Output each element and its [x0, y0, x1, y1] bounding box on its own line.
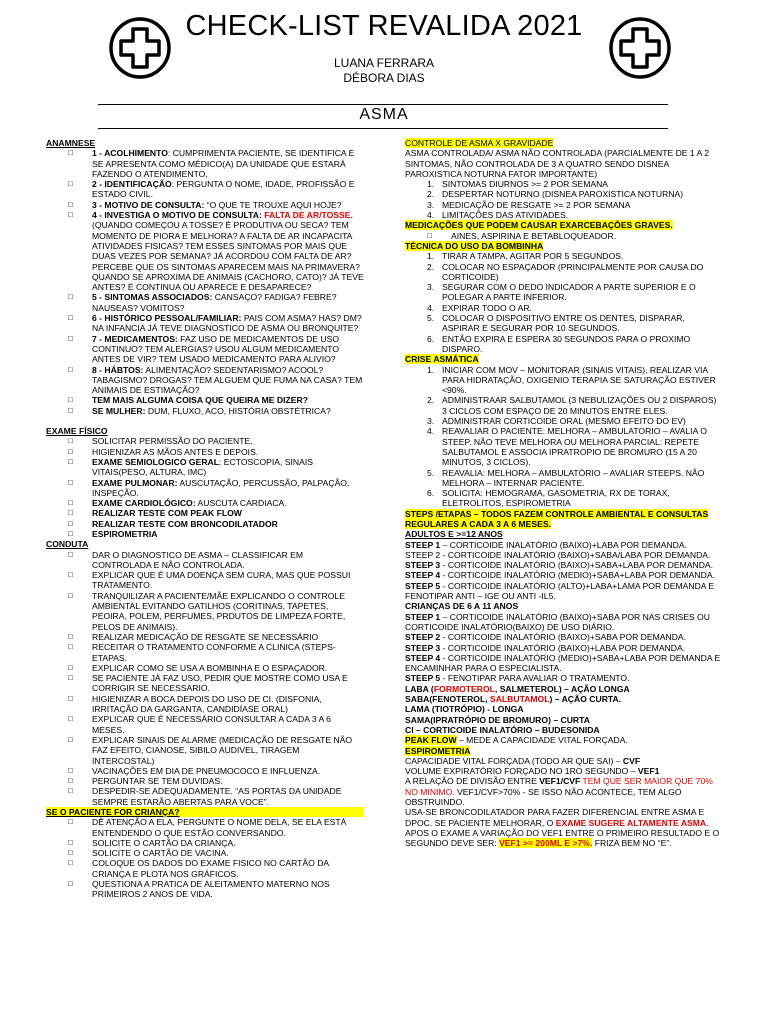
page-header: [0, 0, 768, 130]
checklist-item: □ TEM MAIS ALGUMA COISA QUE QUEIRA ME DIZER?: [46, 395, 364, 405]
checklist-item: □ TRANQUILIZAR A PACIENTE/MÃE EXPLICANDO O CONTROLE AMBIENTAL EVITANDO GATILHOS (CORITINAS, TAPETES, PEOIRA, POLEM, PERFUMES, PRDUTOS DE LIMPEZA FORTE, PELOS DE ANIMAIS).: [46, 591, 364, 632]
espirometria-line: USA-SE BRONCODILATADOR PARA FAZER DIFERENCIAL ENTRE ASMA E DPOC. SE PACIENTE MELHORAR, O EXAME SUGERE ALTAMENTE ASMA. APOS O EXAME A VARIAÇÃO DO VEF1 ENTRE O PRIMEIRO RESULTADO E O SEGUNDO DEVE SER: VEF1 >= 200ML E >7%. FRIZA BEM NO “E”.: [405, 807, 720, 849]
checklist-item: □ 6 - HISTÓRICO PESSOAL/FAMILIAR: PAIS COM ASMA? HAS? DM? NA INFANCIA JÁ TEVE DIAGNOSTICO DE ASMA OU BRONQUITE?: [46, 313, 364, 334]
checklist-item: □ SOLICITAR PERMISSÃO DO PACIENTE.: [46, 436, 364, 446]
steps-heading: STEPS /ETAPAS – TODOS FAZEM CONTROLE AMBIENTAL E CONSULTAS REGULARES A CADA 3 A 6 MESES.: [405, 508, 709, 529]
checklist-item: □ COLOQUE OS DADOS DO EXAME FISICO NO CARTÃO DA CRIANÇA E PLOTA NOS GRÁFICOS.: [46, 858, 364, 879]
conduta-heading: CONDUTA: [46, 539, 89, 550]
crianca-heading: SE O PACIENTE FOR CRIANÇA?: [46, 807, 364, 817]
checklist-item: □ 4 - INVESTIGA O MOTIVO DE CONSULTA: FALTA DE AR/TOSSE. (QUANDO COMEÇOU A TOSSE? É PRODUTIVA OU SECA? TEM MOMENTO DE PIORA E MELHORA? A FALTA DE AR INCAPACITA ATIVIDADES FISICAS? TEM ESSES SINTOMAS POR MAIS QUE DUAS VEZES POR SEMANA? JÁ ACORDOU COM FALTA DE AR? PERCEBE QUE OS SINTOMAS APARECEM MAIS NA PRIMAVERA? QUANDO SE APROXIMA DE ANIMAIS (CACHORO, CATO)? JÁ TEVE ANTES? É CONTINUA OU APARECE E DESAPARECE?: [46, 210, 364, 292]
tecnica-heading: TÉCNICA DO USO DA BOMBINHA: [405, 240, 544, 251]
step-line: STEEP 2 - CORTICOIDE INALATÓRIO (BAIXO)+SABA POR DEMANDA.: [405, 632, 687, 643]
espirometria-line: CAPACIDADE VITAL FORÇADA (TODO AR QUE SAI) – CVF: [405, 755, 641, 766]
anamnese-heading: ANAMNESE: [46, 138, 96, 148]
checklist-item: □ 3 - MOTIVO DE CONSULTA: “O QUE TE TROUXE AQUI HOJE?: [46, 200, 364, 210]
checklist-item: □ DÊ ATENÇÃO A ELA, PERGUNTE O NOME DELA, SE ELA ESTÁ ENTENDENDO O QUE ESTÃO CONVERSANDO.: [46, 817, 364, 838]
checklist-item: □ 8 - HÁBTOS: ALIMENTAÇÃO? SEDENTARISMO? ACOOL? TABAGISMO? DROGAS? TEM ALGUEM QUE FUMA NA CASA? TEM ANIMAIS DE ESTIMAÇÃO?: [46, 365, 364, 396]
checklist-item: □ VACINAÇÕES EM DIA DE PNEUMOCOCO E INFLUENZA.: [46, 766, 364, 776]
numbered-item: 5. REAVALIA: MELHORA – AMBULATÓRIO – AVALIAR STEEPS. NÃO MELHORA – INTERNAR PACIENTE.: [427, 467, 705, 488]
checklist-item: □ REALIZAR TESTE COM PEAK FLOW: [46, 508, 364, 518]
checklist-item: □ EXAME PULMONAR: AUSCUTAÇÃO, PERCUSSÃO, PALPAÇÃO, INSPEÇÃO.: [46, 478, 364, 499]
step-line: STEEP 3 - CORTICOIDE INALATÓRIO (BAIXO)+SABA+LABA POR DEMANDA.: [405, 560, 714, 571]
checklist-item: □ QUESTIONA A PRATICA DE ALEITAMENTO MATERNO NOS PRIMEIROS 2 ANOS DE VIDA.: [46, 879, 364, 900]
right-column: [405, 138, 723, 848]
crise-heading: CRISE ASMÁTICA: [405, 354, 479, 365]
document-title: CHECK-LIST REVALIDA 2021: [185, 10, 583, 42]
checklist-item: □ DESPEDIR-SE ADEQUADAMENTE. “AS PORTAS DA UNIDADE SEMPRE ESTARÃO ABERTAS PARA VOCE”.: [46, 786, 364, 807]
checklist-item: □ EXPLICAR COMO SE USA A BOMBINHA E O ESPAÇADOR.: [46, 663, 364, 673]
numbered-item: 6. SOLICITA: HEMOGRAMA, GASOMETRIA, RX DE TORAX, ELETROLITOS, ESPIROMETRIA: [427, 488, 670, 509]
checklist-item: □ HIGIENIZAR A BOCA DEPOIS DO USO DE CI. (DISFONIA, IRRITAÇÃO DA GARGANTA, CANDIDÍASE ORAL): [46, 694, 364, 715]
checklist-item: □ EXPLICAR SINAIS DE ALARME (MEDICAÇÃO DE RESGATE NÃO FAZ EFEITO, CIANOSE, SIBILO AUDIVEL, TIRAGEM INTERCOSTAL): [46, 735, 364, 766]
checklist-item: □ REALIZAR MEDICAÇÃO DE RESGATE SE NECESSÁRIO: [46, 632, 364, 642]
numbered-item: 3. MEDICAÇÃO DE RESGATE >= 2 POR SEMANA: [427, 199, 631, 210]
author-name: LUANA FERRARA: [333, 56, 435, 70]
checklist-item: □ REALIZAR TESTE COM BRONCODILATADOR: [46, 519, 364, 529]
checklist-item: □ EXPLICAR QUE É UMA DOENÇA SEM CURA, MAS QUE POSSUI TRATAMENTO.: [46, 570, 364, 591]
step-line: STEEP 4 - CORTICOIDE INALATÓRIO (MEDIO)+SABA+LABA POR DEMANDA.: [405, 570, 715, 581]
checklist-item: □ SOLICITE O CARTÃO DA CRIANÇA.: [46, 838, 364, 848]
checklist-item: □ 5 - SINTOMAS ASSOCIADOS: CANSAÇO? FADIGA? FEBRE? NAUSEAS? VOMITOS?: [46, 292, 364, 313]
drug-line: LABA (FORMOTEROL, SALMETEROL) – AÇÃO LONGA: [405, 683, 630, 694]
checklist-item: □ 1 - ACOLHIMENTO: CUMPRIMENTA PACIENTE, SE IDENTIFICA E SE APRESENTA COMO MÉDICO(A) DA UNIDADE QUE ESTARÁ FAZENDO O ATENDIMENTO.: [46, 148, 364, 179]
espirometria-line: VOLUME EXPIRATÓRIO FORÇADO NO 1RO SEGUNDO – VEF1: [405, 766, 660, 777]
checklist-item: □ AINES, ASPIRINA E BETABLOQUEADOR.: [405, 231, 723, 241]
checklist-item: □ EXPLICAR QUE É NECESSÁRIO CONSULTAR A CADA 3 A 6 MESES.: [46, 714, 364, 735]
checklist-item: □ EXAME SEMIOLOGICO GERAL: ECTOSCOPIA, SINAIS VITAIS(PESO, ALTURA, IMC): [46, 457, 364, 478]
checklist-item: □ SE MULHER: DUM, FLUXO, ACO, HISTÓRIA OBSTÉTRICA?: [46, 406, 364, 416]
checklist-item: □ DAR O DIAGNOSTICO DE ASMA – CLASSIFICAR EM CONTROLADA E NÃO CONTROLADA.: [46, 550, 364, 571]
checklist-item: □ PERGUNTAR SE TEM DUVIDAS.: [46, 776, 364, 786]
numbered-item: 4. REAVALIAR O PACIENTE: MELHORA – AMBULATORIO – AVALIA O STEEP. NÃO TEVE MELHORA OU MELHORA PARCIAL: REPETE SALBUTAMOL E ASSOCIA IPRATROPIO DE BROMURO (15 A 20 MINUTOS, 3 CICLOS).: [427, 426, 707, 468]
numbered-item: 1. TIRAR A TAMPA, AGITAR POR 5 SEGUNDOS.: [427, 251, 624, 262]
espirometria-line: A RELAÇÃO DE DIVISÃO ENTRE VEF1/CVF TEM QUE SER MAIOR QUE 70% NO MINIMO. VEF1/CVF>70% - SE ISSO NÃO ACONTECE, TEM ALGO OBSTRUINDO.: [405, 776, 713, 807]
exame-fisico-heading: EXAME FÍSICO: [46, 426, 108, 437]
numbered-item: 1. INICIAR COM MOV – MONITORAR (SINAIS VITAIS), REALIZAR VIA PARA HIDRATAÇÃO, OXIGENIO TERAPIA SE SATURAÇÃO ESTIVER <90%.: [427, 364, 716, 396]
drug-line: SAMA(IPRATRÓPIO DE BROMURO) – CURTA: [405, 714, 590, 725]
step-line: STEEP 1 – CORTICOIDE INALATÓRIO (BAIXO)+LABA POR DEMANDA.: [405, 539, 688, 550]
author-name: DÉBORA DIAS: [343, 71, 425, 85]
drug-line: LAMA (TIOTRÓPIO) - LONGA: [405, 704, 524, 715]
drug-line: CI – CORTICOIDE INALATÓRIO – BUDESONIDA: [405, 724, 600, 735]
divider: [98, 104, 668, 105]
espirometria-heading: ESPIROMETRIA: [405, 745, 471, 756]
controle-heading: CONTROLE DE ASMA X GRAVIDADE: [405, 138, 554, 148]
peak-flow-line: PEAK FLOW – MEDE A CAPACIDADE VITAL FORÇADA.: [405, 735, 628, 746]
numbered-item: 1. SINTOMAS DIURNOS >= 2 POR SEMANA: [427, 179, 609, 190]
numbered-item: 2. DESPERTAR NOTURNO (DISNEA PAROXISTICA NOTURNA): [427, 189, 684, 200]
checklist-item: □ SOLICITE O CARTÃO DE VACINA.: [46, 848, 364, 858]
numbered-item: 3. SEGURAR COM O DEDO INDICADOR A PARTE SUPERIOR E O POLEGAR A PARTE INFERIOR.: [427, 282, 696, 303]
numbered-item: 6. ENTÃO EXPIRA E ESPERA 30 SEGUNDOS PARA O PROXIMO DISPARO.: [427, 333, 691, 354]
step-line: STEEP 5 - CORTICOIDE INALATÓRIO (ALTO)+LABA+LAMA POR DEMANDA E FENOTIPAR ANTI – IGE OU ANTI -IL5.: [405, 580, 715, 602]
checklist-item: □ 7 - MEDICAMENTOS: FAZ USO DE MEDICAMENTOS DE USO CONTINUO? TEM ALERGIAS? USOU ALGUM MEDICAMENTO ANTES DE VIR? TEM USADO MEDICAMENTO PARA ALIVIO?: [46, 334, 364, 365]
criancas-heading: CRIANÇAS DE 6 A 11 ANOS: [405, 601, 519, 612]
step-line: STEEP 5 - FENOTIPAR PARA AVALIAR O TRATAMENTO.: [405, 673, 630, 684]
medicacoes-heading: MEDICAÇÕES QUE PODEM CAUSAR EXARCEBAÇÕES GRAVES.: [405, 220, 673, 231]
step-line: STEEP 1 – CORTICOIDE INALATÓRIO (BAIXO)+SABA POR NAS CRISES OU CORTICOIDE INALATÓRIO(BAIXO) DE USO DIÁRIO.: [405, 611, 710, 632]
left-column: [46, 138, 364, 900]
checklist-item: □ HIGIENIZAR AS MÃOS ANTES E DEPOIS.: [46, 447, 364, 457]
drug-line: SABA(FENOTEROL, SALBUTAMOL) – AÇÃO CURTA.: [405, 694, 622, 705]
checklist-item: □ RECEITAR O TRATAMENTO CONFORME A CLINICA (STEPS-ETAPAS.: [46, 642, 364, 663]
section-title: ASMA: [359, 106, 409, 123]
divider: [98, 128, 668, 129]
numbered-item: 5. COLOCAR O DISPOSITIVO ENTRE OS DENTES, DISPARAR, ASPIRAR E SEGURAR POR 10 SEGUNDOS.: [427, 313, 685, 334]
step-line: STEEP 2 - CORTICOIDE INALATÓRIO (BAIXO)+SABA/LABA POR DEMANDA.: [405, 549, 711, 560]
checklist-item: □ SE PACIENTE JÁ FAZ USO, PEDIR QUE MOSTRE COMO USA E CORRIGIR SE NECESSARIO.: [46, 673, 364, 694]
checklist-item: □ 2 - IDENTIFICAÇÃO: PERGUNTA O NOME, IDADE, PROFISSÃO E ESTADO CIVIL.: [46, 179, 364, 200]
step-line: STEEP 4 - CORTICOIDE INALATÓRIO (MEDIO)+SABA+LABA POR DEMANDA E ENCAMINHAR PARA O ESPECIALISTA.: [405, 652, 721, 674]
numbered-item: 2. COLOCAR NO ESPAÇADOR (PRINCIPALMENTE POR CAUSA DO CORTICOIDE): [427, 261, 704, 282]
adultos-heading: ADULTOS E >=12 ANOS: [405, 529, 503, 540]
numbered-item: 3. ADMINISTRAR CORTICOIDE ORAL (MESMO EFEITO DO EV): [427, 416, 686, 427]
numbered-item: 2. ADMINISTRAAR SALBUTAMOL (3 NEBULIZAÇÕES OU 2 DISPAROS) 3 CICLOS COM ESPAÇO DE 20 MINUTOS ENTRE ELES.: [427, 395, 717, 416]
controle-text: ASMA CONTROLADA/ ASMA NÃO CONTROLADA (PARCIALMENTE DE 1 A 2 SINTOMAS, NÃO CONTROLADA DE 3 A QUATRO SENDO DISNEA PAROXISTICA NOTURNA FATOR IMPORTANTE): [405, 148, 710, 179]
checklist-item: □ ESPIROMETRIA: [46, 529, 364, 539]
numbered-item: 4. EXPIRAR TODO O AR.: [427, 302, 532, 313]
authors: [0, 56, 768, 86]
numbered-item: 4. LIMITAÇÕES DAS ATIVIDADES.: [427, 210, 569, 221]
checklist-item: □ EXAME CARDIOLÓGICO: AUSCUTA CARDIACA.: [46, 498, 364, 508]
step-line: STEEP 3 - CORTICOIDE INALATÓRIO (BAIXO)+LABA POR DEMANDA.: [405, 642, 686, 653]
